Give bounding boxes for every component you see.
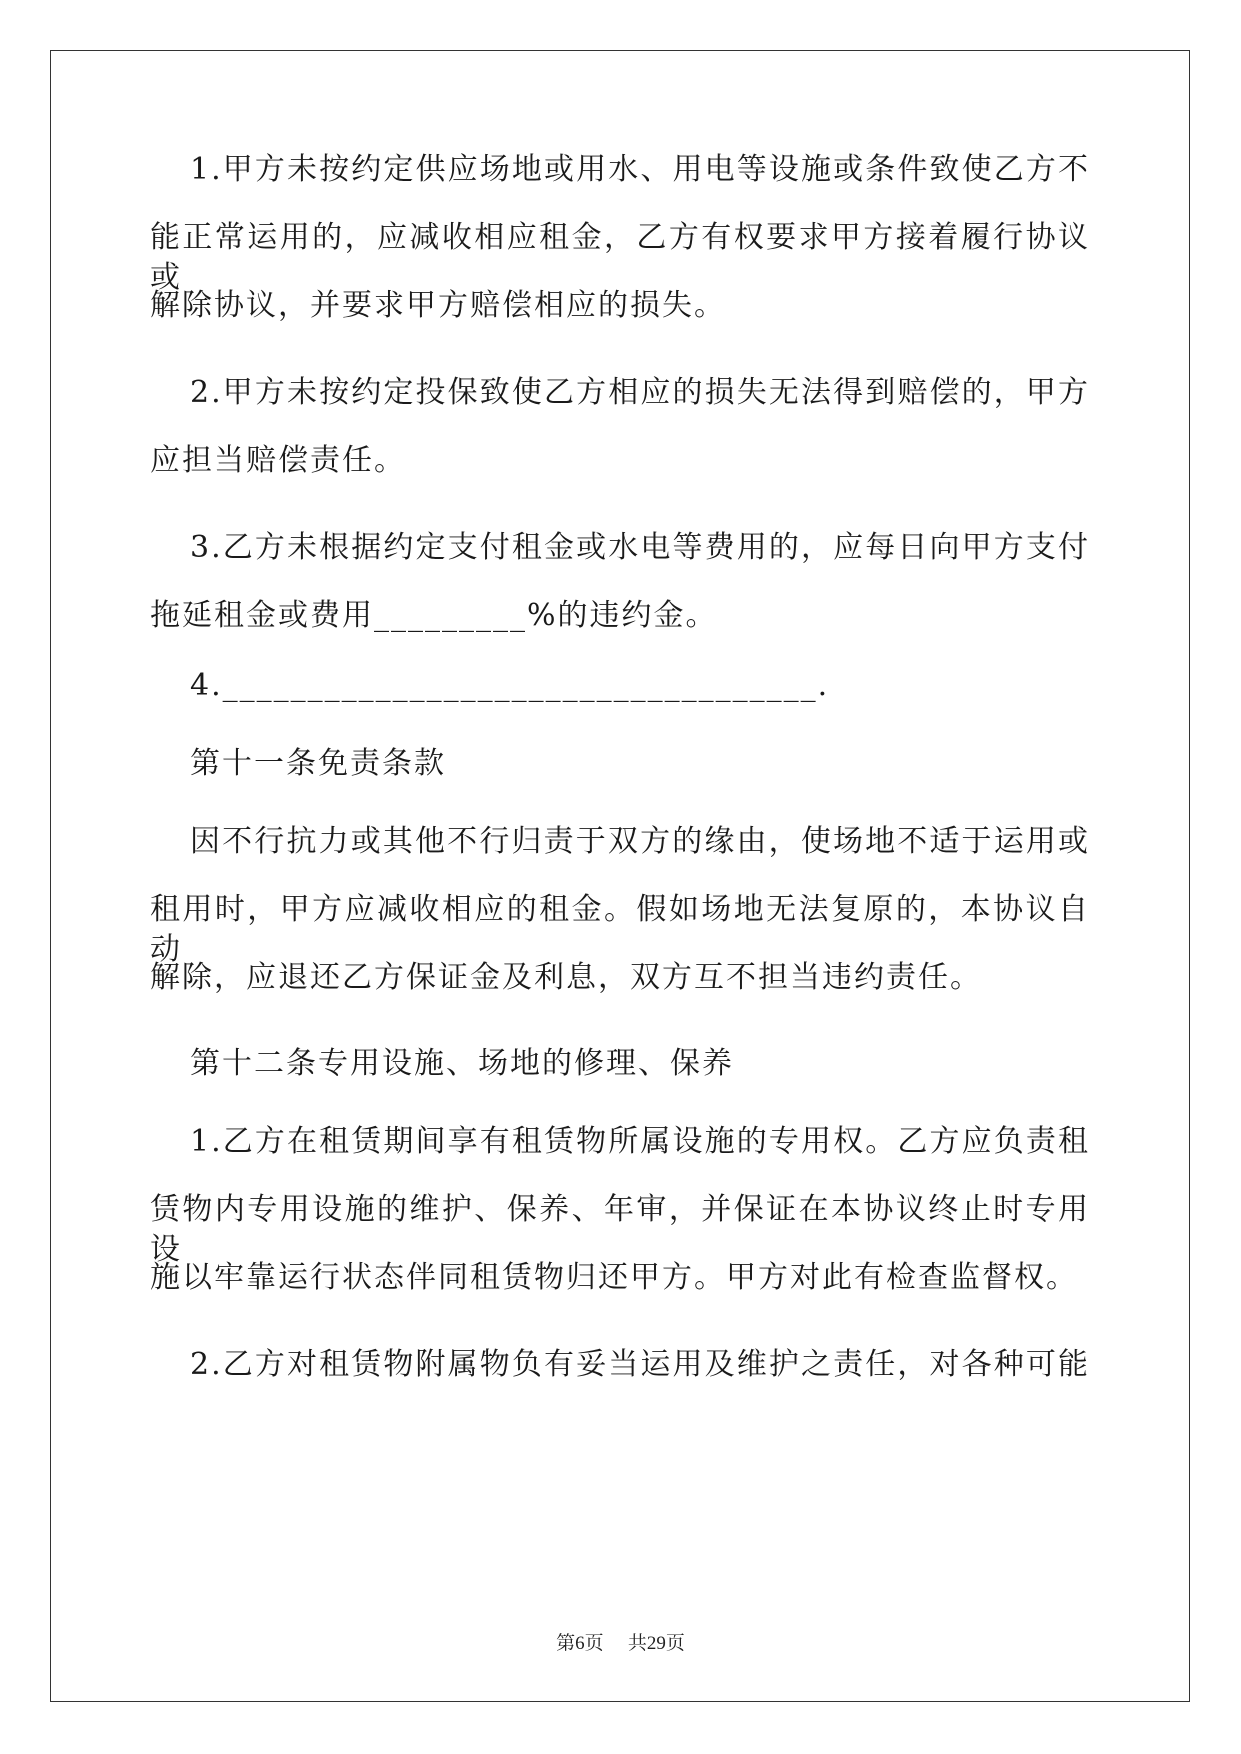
footer-total-prefix: 共 — [627, 1632, 647, 1654]
footer-page-suffix: 页 — [584, 1632, 604, 1654]
paragraph-line: 2.乙方对租赁物附属物负有妥当运用及维护之责任，对各种可能 — [190, 1347, 1090, 1382]
paragraph-line: 4.___________________________________. — [190, 668, 830, 703]
paragraph-line: 解除，应退还乙方保证金及利息，双方互不担当违约责任。 — [150, 960, 982, 995]
paragraph-line: 赁物内专用设施的维护、保养、年审，并保证在本协议终止时专用设 — [150, 1192, 1090, 1267]
page-footer — [0, 1631, 1241, 1656]
paragraph-line: 施以牢靠运行状态伴同租赁物归还甲方。甲方对此有检查监督权。 — [150, 1260, 1078, 1295]
paragraph-line: 应担当赔偿责任。 — [150, 443, 406, 478]
paragraph-line: 拖延租金或费用_________%的违约金。 — [150, 598, 718, 633]
section-heading: 第十二条专用设施、场地的修理、保养 — [190, 1046, 734, 1081]
paragraph-line: 3.乙方未根据约定支付租金或水电等费用的，应每日向甲方支付 — [190, 530, 1090, 565]
paragraph-line: 2.甲方未按约定投保致使乙方相应的损失无法得到赔偿的，甲方 — [190, 375, 1090, 410]
paragraph-line: 租用时，甲方应减收相应的租金。假如场地无法复原的，本协议自动 — [150, 892, 1090, 967]
paragraph-line: 因不行抗力或其他不行归责于双方的缘由，使场地不适于运用或 — [190, 824, 1090, 859]
paragraph-line: 1.甲方未按约定供应场地或用水、用电等设施或条件致使乙方不 — [190, 152, 1090, 187]
paragraph-line: 能正常运用的，应减收相应租金，乙方有权要求甲方接着履行协议或 — [150, 220, 1090, 295]
section-heading: 第十一条免责条款 — [190, 746, 446, 781]
footer-page-number: 6 — [575, 1633, 585, 1654]
footer-total-pages: 29 — [646, 1633, 666, 1654]
paragraph-line: 1.乙方在租赁期间享有租赁物所属设施的专用权。乙方应负责租 — [190, 1124, 1090, 1159]
footer-prefix: 第 — [556, 1632, 576, 1654]
paragraph-line: 解除协议，并要求甲方赔偿相应的损失。 — [150, 288, 726, 323]
footer-total-suffix: 页 — [665, 1632, 685, 1654]
